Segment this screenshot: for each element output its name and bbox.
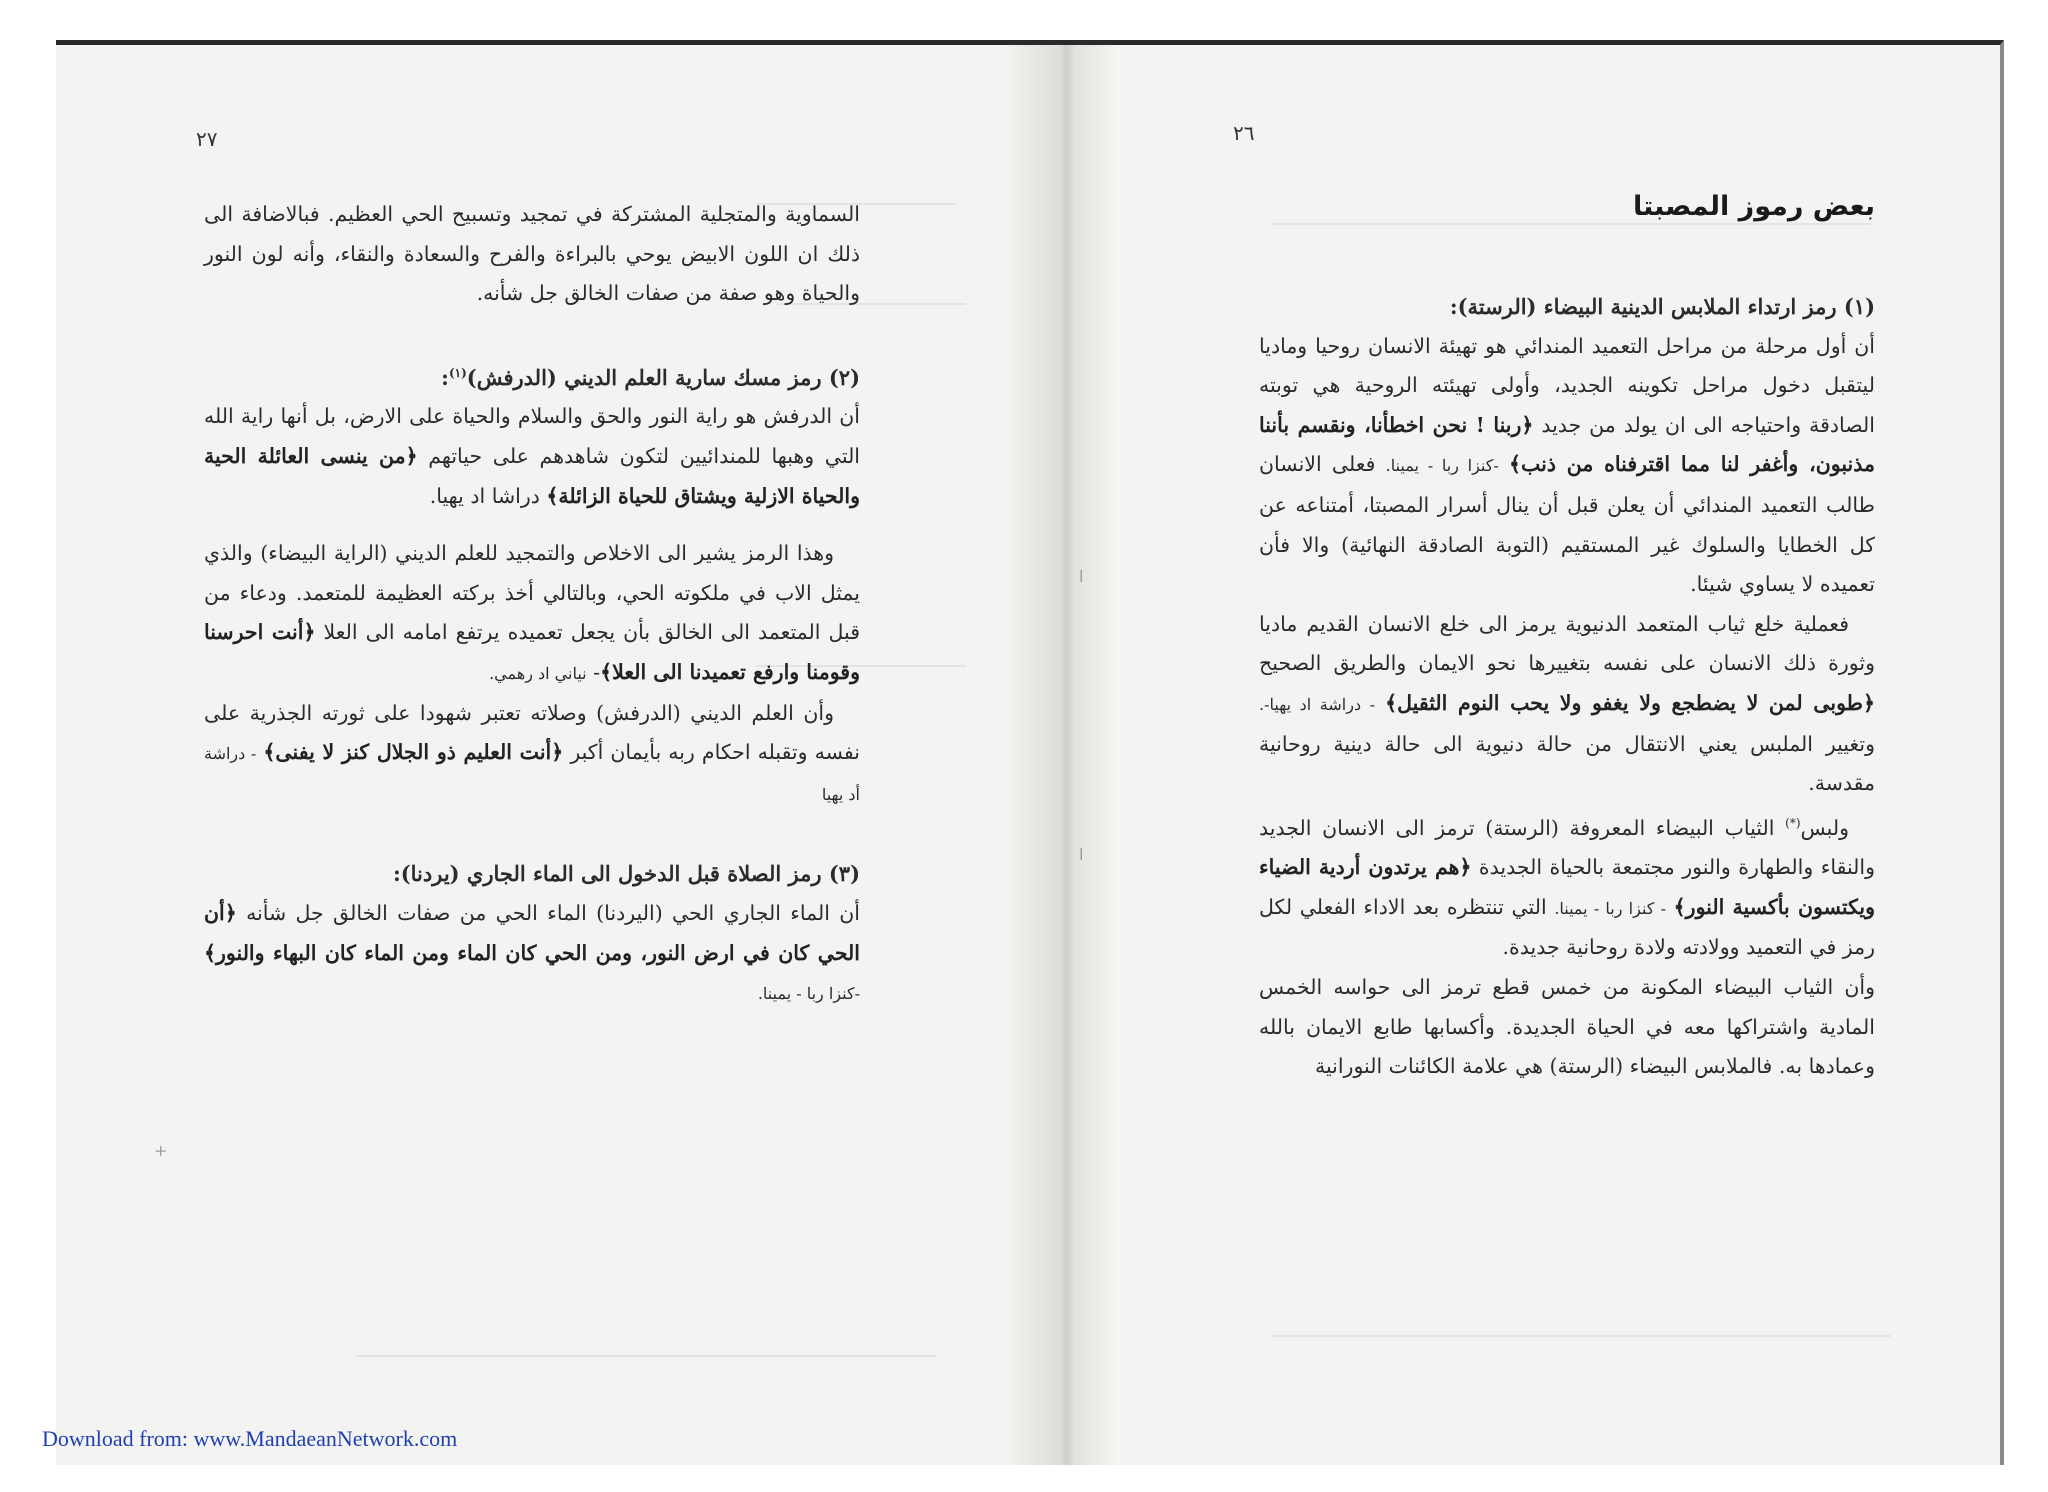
section-heading: (٢) رمز مسك سارية العلم الديني (الدرفش)$^{(١)}$: [441,364,860,390]
section-heading: (١) رمز ارتداء الملابس الدينية البيضاء (الرستة): [1449,294,1875,319]
page-title: بعض رموز المصبتا [1632,191,1875,222]
book-spine [1011,45,1121,1465]
source-citation: -كنزا ربا - يمينا. [1385,456,1499,476]
source-citation: - دراشة اد يهيا-. [1259,694,1376,714]
scan-mark: ا [1079,845,1084,864]
quote: ﴿هم يرتدون أردية الضياء ويكتسون بأكسية النور﴾ [1259,855,1876,919]
paragraph: وأن العلم الديني (الدرفش) وصلاته تعتبر شهودا على ثورته الجذرية على نفسه وتقبله احكام ربه بأيمان أكبر ﴿أنت العليم ذو الجلال كنز لا يفنى﴾ - دراشة أد يهيا [204,700,860,804]
bleed-through-line [356,1355,936,1357]
left-page-body [204,195,860,1014]
bleed-through-line [1271,223,1871,225]
page-number: ٢٧ [196,127,218,151]
source-citation: - دراشة أد يهيا [204,744,860,804]
quote: ﴿أن الحي كان في ارض النور، ومن الحي كان الماء ومن الماء كان البهاء والنور﴾ [204,900,860,965]
source-citation: نياني اد رهمي. [489,663,587,683]
quote: ﴿أنت العليم ذو الجلال كنز لا يفنى﴾ [263,740,564,765]
paragraph: وأن الثياب البيضاء المكونة من خمس قطع ترمز الى حواسه الخمس المادية واشتراكها معه في الحياة الجديدة. وأكسابها طابع الايمان بالله وعمادها به. فالملابس البيضاء (الرستة) هي علامة الكائنات النورانية [1259,974,1875,1079]
paragraph: ولبس(*) الثياب البيضاء المعروفة (الرستة) ترمز الى الانسان الجديد والنقاء والطهارة والنور مجتمعة بالحياة الجديدة ﴿هم يرتدون أردية الضياء ويكتسون بأكسية النور﴾ - كنزا ربا - يمينا. التي تنتظره بعد الاداء الفعلي لكل رمز في التعميد وولادته ولادة روحانية جديدة. [1259,815,1876,960]
source-citation: - كنزا ربا - يمينا. [1554,898,1667,918]
source-citation: -كنزا ربا - يمينا. [757,984,860,1004]
paragraph: وهذا الرمز يشير الى الاخلاص والتمجيد للعلم الديني (الراية البيضاء) والذي يمثل الاب في ملكوته الحي، وبالتالي أخذ بركته العظيمة للمتعمد. ودعاء من قبل المتعمد الى الخالق بأن يجعل تعميده يرتفع امامه الى العلا ﴿أنت احرسنا وقومنا وارفع تعميدنا الى العلا﴾- نياني اد رهمي. [204,541,860,684]
footnote-mark: (١) [448,365,467,380]
bleed-through-line [1271,1335,1891,1337]
section-heading: (٣) رمز الصلاة قبل الدخول الى الماء الجاري (يردنا): [392,861,860,887]
scan-mark: + [154,1141,168,1160]
quote: ﴿من ينسى العائلة الحية والحياة الازلية ويشتاق للحياة الزائلة﴾ [204,443,860,508]
paragraph: فعملية خلع ثياب المتعمد الدنيوية يرمز الى خلع الانسان القديم ماديا وثورة ذلك الانسان على نفسه بتغييرها نحو الايمان والطريق الصحيح ﴿طوبى لمن لا يضطجع ولا يغفو ولا يحب النوم الثقيل﴾ - دراشة اد يهيا-. وتغيير الملبس يعني الانتقال من حالة دنيوية الى حالة دينية روحانية مقدسة. [1259,611,1875,796]
paragraph: أن الدرفش هو راية النور والحق والسلام والحياة على الارض، بل أنها راية الله التي وهبها للمندائيين لتكون شاهدهم على حياتهم ﴿من ينسى العائلة الحية والحياة الازلية ويشتاق للحياة الزائلة﴾ دراشا اد يهيا. [204,404,861,508]
paragraph: السماوية والمتجلية المشتركة في تمجيد وتسبيح الحي العظيم. فبالاضافة الى ذلك ان اللون الابيض يوحي بالبراءة والفرح والسعادة والنقاء، وأنه لون النور والحياة وهو صفة من صفات الخالق جل شأنه. [204,202,860,306]
quote: ﴿طوبى لمن لا يضطجع ولا يغفو ولا يحب النوم الثقيل﴾ [1385,690,1875,715]
quote: ﴿أنت احرسنا وقومنا وارفع تعميدنا الى العلا﴾ [204,620,860,684]
left-page [56,45,1011,1465]
right-page-body [1259,287,1875,1087]
download-source-link[interactable]: Download from: www.MandaeanNetwork.com [42,1426,458,1451]
paragraph: أن الماء الجاري الحي (اليردنا) الماء الحي من صفات الخالق جل شأنه ﴿أن الحي كان في ارض النور، ومن الحي كان الماء ومن الماء كان البهاء والنور﴾ -كنزا ربا - يمينا. [204,900,860,1004]
scanned-book-spread [56,40,2004,1465]
scan-mark: ا [1079,567,1084,586]
quote: ﴿ربنا ! نحن اخطأنا، ونقسم بأننا مذنبون، وأغفر لنا مما اقترفناه من ذنب﴾ [1259,412,1875,477]
footnote-mark: (*) [1785,815,1801,830]
paragraph: أن أول مرحلة من مراحل التعميد المندائي هو تهيئة الانسان روحيا وماديا ليتقبل دخول مراحل تكوينه الجديد، وأولى تهيئته الروحية هي توبته الصادقة واحتياجه الى ان يولد من جديد ﴿ربنا ! نحن اخطأنا، ونقسم بأننا مذنبون، وأغفر لنا مما اقترفناه من ذنب﴾ -كنزا ربا - يمينا. فعلى الانسان طالب التعميد المندائي أن يعلن قبل أن ينال أسرار المصبتا، أمتناعه عن كل الخطايا والسلوك غير المستقيم (التوبة الصادقة النهائية) والا فأن تعميده لا يساوي شيئا. [1259,333,1876,597]
right-page [1079,45,2000,1465]
page-number: ٢٦ [1233,121,1255,145]
